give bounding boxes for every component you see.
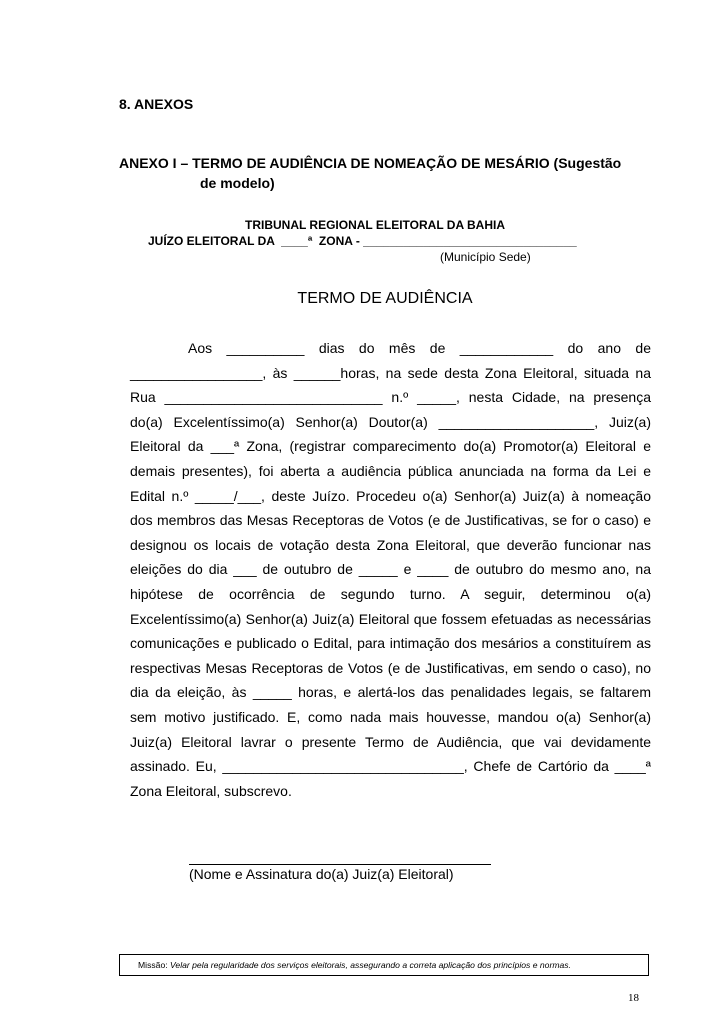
juizo-header: JUÍZO ELEITORAL DA ____ª ZONA - ________________________________ bbox=[148, 234, 577, 248]
document-title: TERMO DE AUDIÊNCIA bbox=[297, 290, 473, 307]
annex-title bbox=[119, 153, 659, 193]
mission-label: Missão: bbox=[138, 960, 168, 970]
annex-title-line1: ANEXO I – TERMO DE AUDIÊNCIA DE NOMEAÇÃO DE MESÁRIO (Sugestão bbox=[119, 155, 622, 171]
municipio-caption: (Município Sede) bbox=[440, 250, 531, 264]
mission-footer bbox=[119, 954, 649, 976]
section-title: 8. ANEXOS bbox=[119, 96, 194, 112]
mission-text: Velar pela regularidade dos serviços eleitorais, assegurando a correta aplicação dos princípios e normas. bbox=[170, 960, 571, 970]
annex-title-line2: de modelo) bbox=[200, 175, 275, 191]
signature-caption: (Nome e Assinatura do(a) Juiz(a) Eleitoral) bbox=[189, 866, 454, 882]
document-body: Aos __________ dias do mês de ____________ do ano de _________________, às ______horas, na sede desta Zona Eleitoral, situada na Rua ____________________________ n.º _____, nesta Cidade, na presença do(a) Excelentíssimo(a) Senhor(a) Doutor(a) ____________________, Juiz(a) Eleitoral da ___ª Zona, (registrar comparecimento do(a) Promotor(a) Eleitoral e demais presentes), foi aberta a audiência pública anunciada na forma da Lei e Edital n.º _____/___, deste Juízo. Procedeu o(a) Senhor(a) Juiz(a) à nomeação dos membros das Mesas Receptoras de Votos (e de Justificativas, se for o caso) e designou os locais de votação desta Zona Eleitoral, que deverão funcionar nas eleições do dia ___ de outubro de _____ e ____ de outubro do mesmo ano, na hipótese de ocorrência de segundo turno. A seguir, determinou o(a) Excelentíssimo(a) Senhor(a) Juiz(a) Eleitoral que fossem efetuadas as necessárias comunicações e publicado o Edital, para intimação dos mesários a constituírem as respectivas Mesas Receptoras de Votos (e de Justificativas, em sendo o caso), no dia da eleição, às _____ horas, e alertá-los das penalidades legais, se faltarem sem motivo justificado. E, como nada mais houvesse, mandou o(a) Senhor(a) Juiz(a) Eleitoral lavrar o presente Termo de Audiência, que vai devidamente assinado. Eu, _______________________________, Chefe de Cartório da ____ª Zona Eleitoral, subscrevo. bbox=[130, 340, 651, 799]
signature-line bbox=[189, 864, 491, 865]
tribunal-header: TRIBUNAL REGIONAL ELEITORAL DA BAHIA bbox=[244, 218, 505, 232]
page-number: 18 bbox=[628, 992, 639, 1004]
